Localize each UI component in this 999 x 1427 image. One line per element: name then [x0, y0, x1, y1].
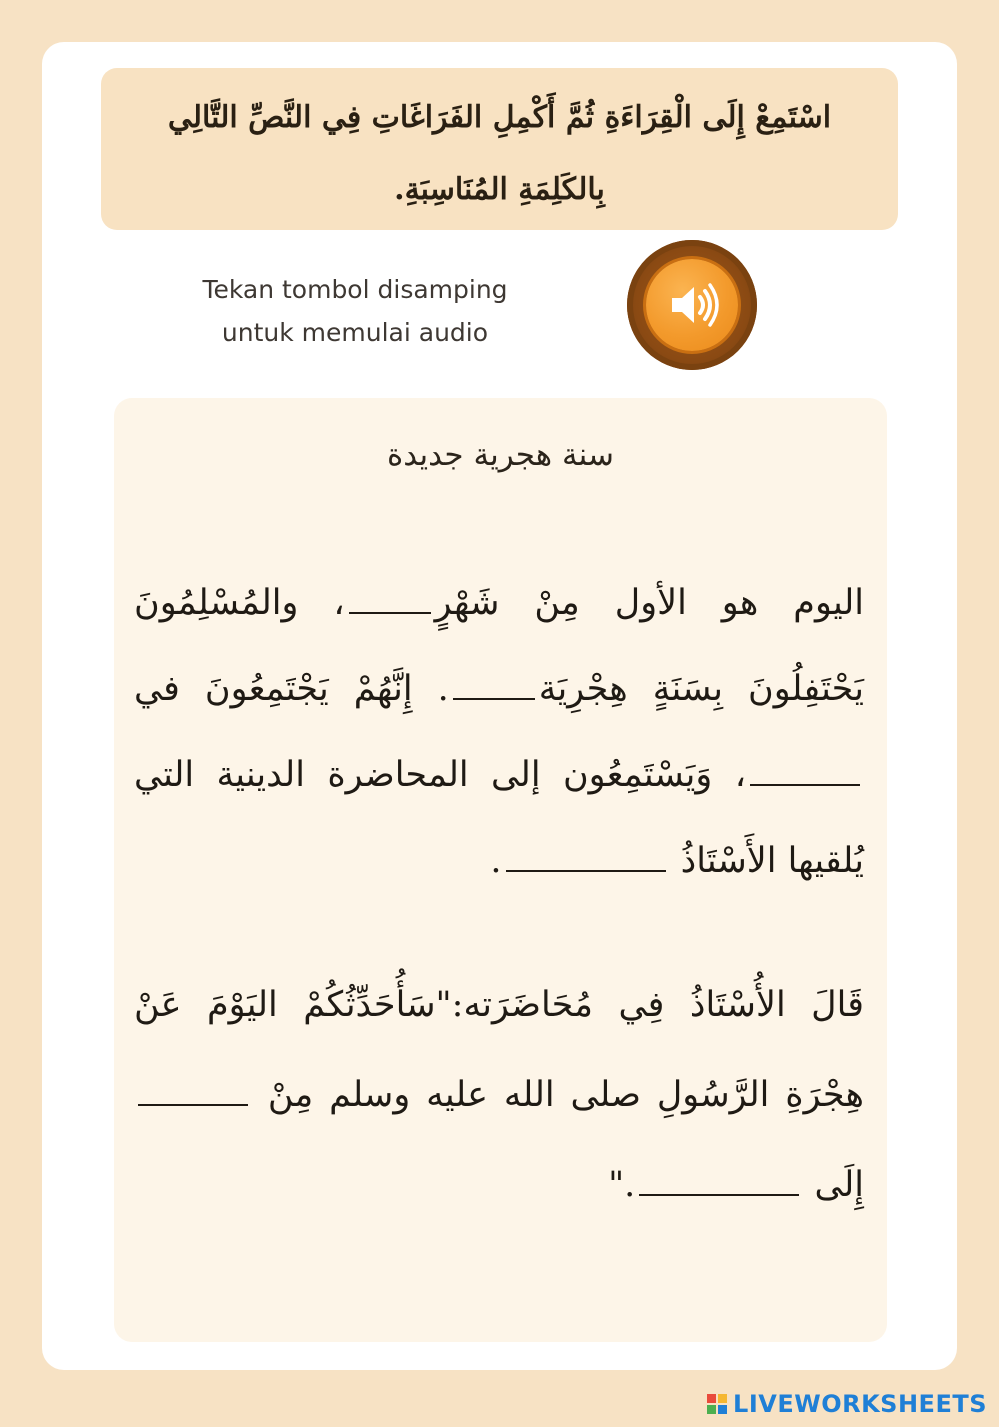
para1-text-4: ، وَيَسْتَمِعُون إلى المحاضرة الدينية التي يُلقيها الأَسْتَاذُ — [134, 755, 864, 881]
reading-title: سنة هجرية جديدة — [387, 437, 614, 473]
audio-hint-line-2: untuk memulai audio — [221, 318, 489, 347]
play-audio-button[interactable] — [627, 240, 757, 370]
logo-squares-icon — [707, 1394, 727, 1414]
audio-hint-line-1: Tekan tombol disamping — [202, 275, 508, 304]
blank-5[interactable] — [138, 1078, 248, 1106]
blank-6[interactable] — [639, 1168, 799, 1196]
paragraph-1 — [134, 560, 864, 904]
para1-text-3: . إِنَّهُمْ يَجْتَمِعُونَ في — [134, 669, 449, 709]
liveworksheets-logo — [707, 1389, 987, 1419]
para2-text-3: ." — [608, 1165, 636, 1205]
audio-hint — [150, 268, 560, 354]
paragraph-2 — [134, 960, 864, 1230]
speaker-icon — [664, 277, 720, 333]
para2-text-1: قَالَ الأُسْتَاذُ فِي مُحَاضَرَته:"سَأُحَدِّثُكُمْ اليَوْمَ عَنْ هِجْرَةِ الرَّسُولِ صلى الله عليه وسلم مِنْ — [134, 985, 864, 1115]
para1-text-5: . — [490, 841, 502, 881]
blank-2[interactable] — [453, 672, 535, 700]
instruction-box — [101, 68, 898, 230]
para1-text-2: ، والمُسْلِمُونَ يَحْتَفِلُونَ بِسَنَةٍ هِجْرِيَة — [134, 583, 864, 709]
blank-1[interactable] — [349, 586, 431, 614]
para1-text-1: اليوم هو الأول مِنْ شَهْرٍ — [434, 583, 864, 623]
instruction-line-2: بِالكَلِمَةِ المُنَاسِبَةِ. — [394, 172, 605, 207]
blank-4[interactable] — [506, 844, 666, 872]
logo-text: LIVEWORKSHEETS — [733, 1390, 987, 1418]
blank-3[interactable] — [750, 758, 860, 786]
instruction-line-1: اسْتَمِعْ إِلَى الْقِرَاءَةِ ثُمَّ أَكْمِلِ الفَرَاغَاتِ فِي النَّصِّ التَّالِي — [167, 100, 832, 135]
audio-button-face[interactable] — [646, 259, 738, 351]
para2-text-2: إِلَى — [814, 1165, 864, 1205]
